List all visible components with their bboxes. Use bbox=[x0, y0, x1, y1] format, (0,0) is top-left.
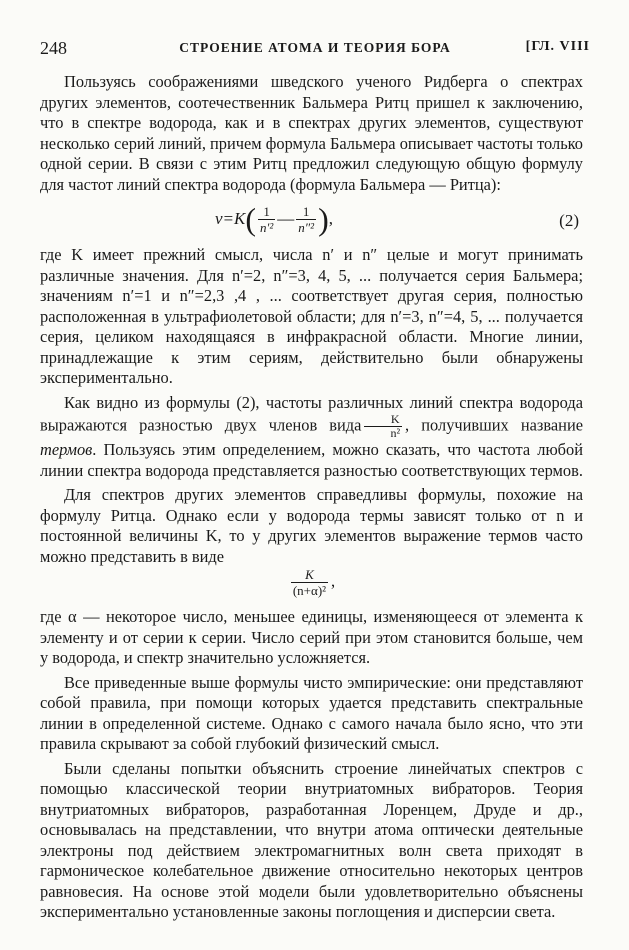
term1-fraction: $\frac{1}{\text{n′²}}$ bbox=[260, 203, 274, 235]
equation-number: (2) bbox=[559, 211, 579, 230]
term-word: термов bbox=[40, 440, 93, 459]
term2-fraction: $\frac{1}{\text{n″²}}$ bbox=[298, 203, 315, 235]
term-fraction: $\frac{K}{\text{n²}}$ bbox=[364, 413, 402, 440]
page-body bbox=[40, 72, 583, 923]
paragraph-empirical: Все приведенные выше формулы чисто эмпирические: они представляют собой правила, при помощи которых удается представить спектральные линии в определенной системе. Однако с самого начала было ясно, что эти правила скрывают за собой глубокий физический смысл. bbox=[40, 672, 583, 753]
formula-tail: , bbox=[328, 208, 333, 228]
paragraph-alpha: где α — некоторое число, меньшее единицы, изменяющееся от элемента к элементу и от серии к серии. Число серий при этом становится больше, чем у водорода, и спектр значительно усложняется. bbox=[40, 607, 583, 667]
formula-lhs: ν=K bbox=[215, 208, 246, 228]
paragraph-other-elements: Для спектров других элементов справедливы формулы, похожие на формулу Ритца. Однако если у водорода термы зависят только от n и постоянной величины K, то у других элементов выражение термов часто можно представить в виде bbox=[40, 485, 583, 566]
left-paren: ( bbox=[245, 201, 257, 237]
formula-term-expression: $\frac{K}{\text{(n+α)²}}$ , bbox=[292, 567, 336, 598]
chapter-marker: [ГЛ. VIII bbox=[525, 39, 590, 54]
page-number: 248 bbox=[40, 38, 67, 58]
paragraph-vibrators: Были сделаны попытки объяснить строение линейчатых спектров с помощью классической теории внутриатомных вибраторов. Теория внутриатомных вибраторов, разработанная Лоренцем, Друде и др., основывалась на представлении, что внутри атома оптически деятельные электроны под действием электромагнитных волн света приходят в гармоническое колебательное движение относительно некоторых центров равновесия. На основе этой модели были удовлетворительно объяснены экспериментально установленные законы поглощения и дисперсии света. bbox=[40, 758, 583, 921]
paragraph-terms: Как видно из формулы (2), частоты различных линий спектра водорода выражаются разностью двух членов вида $\frac{K}{\text{n²}}$ , получивших название термов. Пользуясь этим определением, можно сказать, что частота любой линии спектра водорода представляется разностью соответствующих термов. bbox=[40, 392, 583, 480]
running-title: СТРОЕНИЕ АТОМА И ТЕОРИЯ БОРА bbox=[179, 40, 451, 55]
right-paren: ) bbox=[318, 201, 329, 237]
formula-balmer-ritz bbox=[40, 197, 583, 243]
minus-sign: — bbox=[277, 208, 295, 228]
running-header bbox=[40, 38, 590, 62]
paragraph-ritz-intro: Пользуясь соображениями шведского ученого Ридберга о спектрах других элементов, соотечественник Бальмера Ритц пришел к заключению, что в спектре водорода, как и в спектрах других элементов, существуют несколько серий линий, причем формула Бальмера описывает частоты только одной серии. В связи с этим Ритц предложил следующую общую формулу для частот линий спектра водорода (формула Бальмера — Ритца): bbox=[40, 72, 583, 194]
paragraph-series: где K имеет прежний смысл, числа n′ и n″ целые и могут принимать различные значения. Для n′=2, n″=3, 4, 5, ... получается серия Бальмера; значениям n′=1 и n″=2,3 ,4 , ... соответствует другая серия, полностью расположенная в ультрафиолетовой области; для n′=3, n″=4, 5, ... получается серия, целиком находящаяся в инфракрасной области. Многие линии, принадлежащие к этим сериям, действительно были обнаружены экспериментально. bbox=[40, 245, 583, 387]
